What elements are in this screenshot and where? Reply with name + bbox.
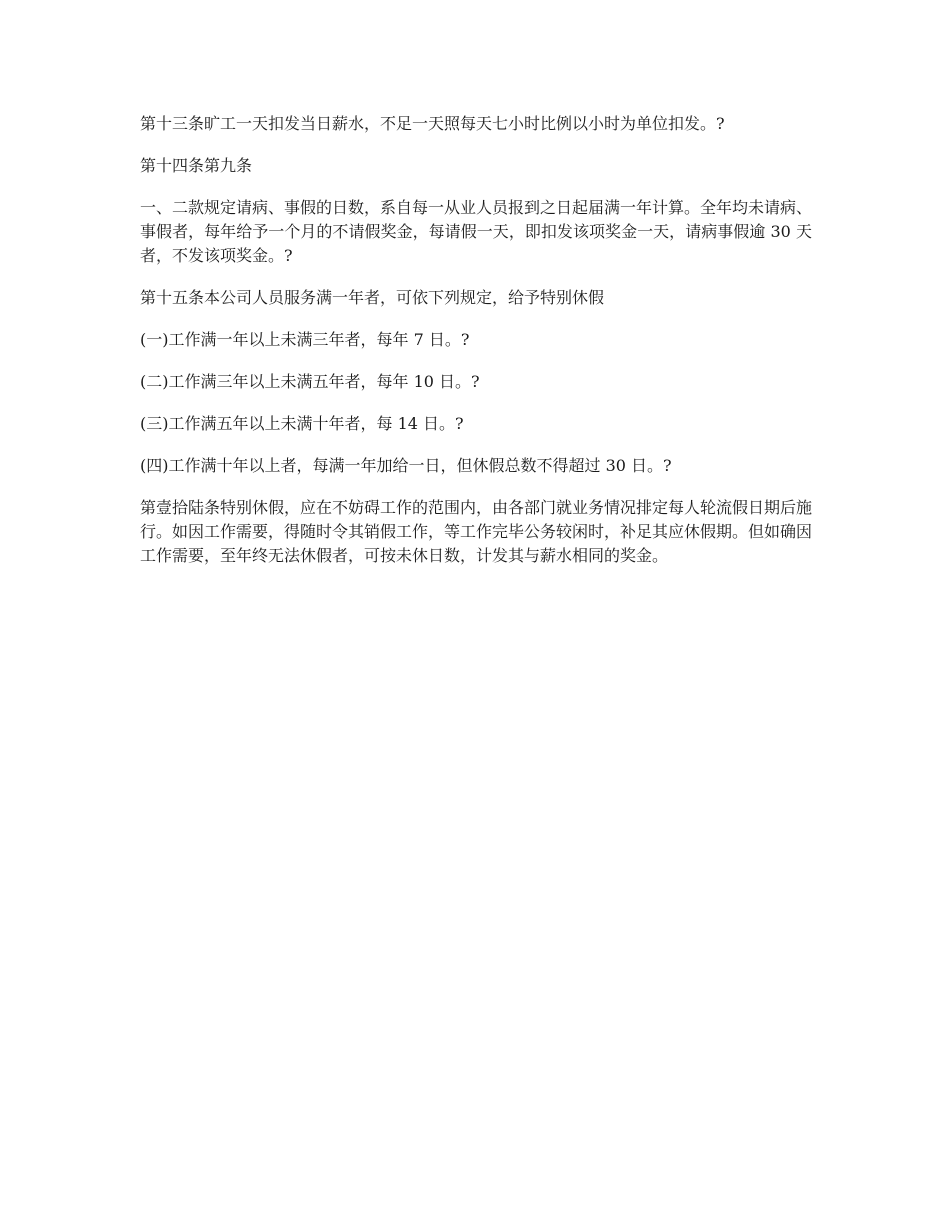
document-body	[140, 112, 812, 586]
list-item-leave-2: (二)工作满三年以上未满五年者，每年 10 日。?	[140, 372, 480, 391]
paragraph-article-14: 第十四条第九条	[140, 156, 253, 175]
paragraph-article-16: 第壹拾陆条特别休假，应在不妨碍工作的范围内，由各部门就业务情况排定每人轮流假日期后施行。如因工作需要，得随时令其销假工作，等工作完毕公务较闲时，补足其应休假期。但如确因工作需要，至年终无法休假者，可按未休日数，计发其与薪水相同的奖金。	[140, 498, 813, 565]
paragraph-article-13: 第十三条旷工一天扣发当日薪水，不足一天照每天七小时比例以小时为单位扣发。?	[140, 114, 725, 133]
list-item-leave-3: (三)工作满五年以上未满十年者，每 14 日。?	[140, 414, 464, 433]
list-item-leave-4: (四)工作满十年以上者，每满一年加给一日，但休假总数不得超过 30 日。?	[140, 456, 672, 475]
list-item-leave-1: (一)工作满一年以上未满三年者，每年 7 日。?	[140, 330, 470, 349]
paragraph-article-15: 第十五条本公司人员服务满一年者，可依下列规定，给予特别休假	[140, 288, 605, 307]
paragraph-sick-leave-rules: 一、二款规定请病、事假的日数，系自每一从业人员报到之日起届满一年计算。全年均未请病、事假者，每年给予一个月的不请假奖金，每请假一天，即扣发该项奖金一天，请病事假逾 30 天者，不发该项奖金。?	[140, 198, 813, 265]
